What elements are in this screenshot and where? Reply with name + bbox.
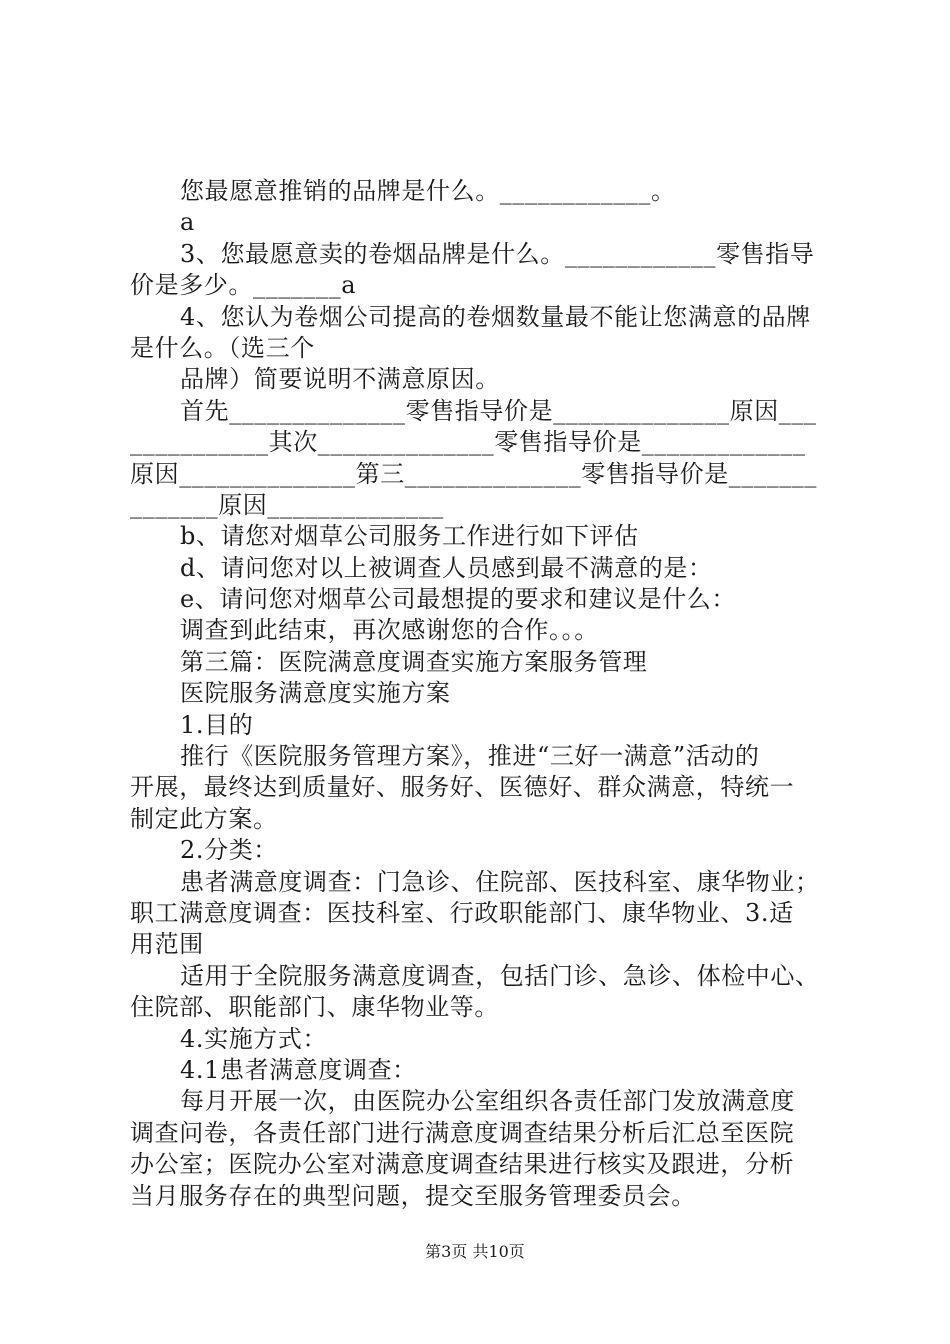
- text-line: 用范围: [130, 930, 204, 959]
- text-line: 制定此方案。: [130, 804, 278, 833]
- text-line: 职工满意度调查：医技科室、行政职能部门、康华物业、3.适: [130, 898, 794, 927]
- text-line: 办公室；医院办公室对满意度调查结果进行核实及跟进，分析: [130, 1150, 795, 1179]
- text-line: 当月服务存在的典型问题，提交至服务管理委员会。: [130, 1181, 696, 1210]
- text-line: 价是多少。_______a: [130, 271, 357, 300]
- text-line: 适用于全院服务满意度调查，包括门诊、急诊、体检中心、: [180, 961, 820, 990]
- text-line: b、请您对烟草公司服务工作进行如下评估: [180, 522, 639, 551]
- text-line: 患者满意度调查：门急诊、住院部、医技科室、康华物业；: [180, 867, 820, 896]
- text-line: 首先______________零售指导价是______________原因___: [180, 396, 817, 425]
- text-line: e、请问您对烟草公司最想提的要求和建议是什么：: [180, 585, 737, 614]
- page-footer: 第3页 共10页: [425, 1242, 525, 1261]
- text-line: 是什么。（选三个: [130, 333, 315, 362]
- text-line: 调查问卷，各责任部门进行满意度调查结果分析后汇总至医院: [130, 1118, 795, 1147]
- text-line: 4、您认为卷烟公司提高的卷烟数量最不能让您满意的品牌: [180, 302, 811, 331]
- text-line: _______原因______________: [130, 490, 444, 519]
- text-line: 调查到此结束，再次感谢您的合作。。。: [180, 616, 599, 645]
- text-line: 推行《医院服务管理方案》，推进“三好一满意”活动的: [180, 742, 760, 771]
- text-line: 住院部、职能部门、康华物业等。: [130, 993, 499, 1022]
- text-line: 4.1患者满意度调查：: [180, 1055, 417, 1084]
- text-line: ___________其次______________零售指导价是_____________: [130, 428, 806, 457]
- text-line: 第三篇：医院满意度调查实施方案服务管理: [180, 647, 648, 676]
- text-line: 品牌）简要说明不满意原因。: [180, 365, 500, 394]
- text-line: 每月开展一次，由医院办公室组织各责任部门发放满意度: [180, 1087, 795, 1116]
- text-line: d、请问您对以上被调查人员感到最不满意的是：: [180, 553, 713, 582]
- text-line: 医院服务满意度实施方案: [180, 679, 451, 708]
- text-line: 4.实施方式：: [180, 1024, 328, 1053]
- text-line: 1.目的: [180, 710, 254, 739]
- text-line: 原因______________第三______________零售指导价是_______: [130, 459, 817, 488]
- text-line: 3、您最愿意卖的卷烟品牌是什么。____________零售指导: [180, 239, 815, 268]
- text-line: 您最愿意推销的品牌是什么。____________。: [180, 177, 676, 205]
- text-line: 2.分类：: [180, 836, 278, 865]
- document-body: [130, 176, 836, 1212]
- text-line: a: [180, 208, 195, 237]
- text-line: 开展，最终达到质量好、服务好、医德好、群众满意，特统一: [130, 773, 795, 802]
